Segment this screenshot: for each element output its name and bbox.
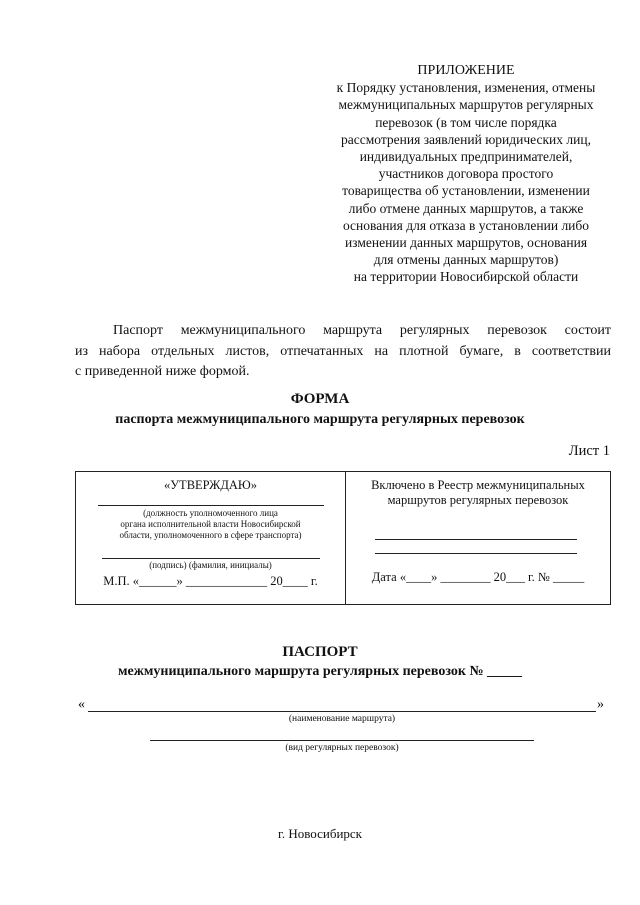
appendix-line: основания для отказа в установлении либо — [342, 217, 590, 233]
position-line — [98, 505, 324, 506]
registry-text — [346, 478, 610, 508]
registry-date-line: Дата «____» ________ 20___ г. № _____ — [371, 570, 585, 584]
quote-open: « — [78, 697, 85, 712]
form-subheading: паспорта межмуниципального маршрута регулярных перевозок — [115, 412, 525, 427]
route-name-line — [88, 711, 596, 712]
registry-blank-line — [375, 553, 577, 554]
appendix-line: для отмены данных маршрутов) — [373, 252, 559, 268]
intro-line: с приведенной ниже формой. — [75, 364, 250, 379]
appendix-header — [318, 62, 614, 286]
appendix-line: к Порядку установления, изменения, отмены — [336, 80, 596, 96]
appendix-title: ПРИЛОЖЕНИЕ — [417, 63, 515, 78]
signature-line — [102, 558, 320, 559]
position-caption-line: органа исполнительной власти Новосибирской — [120, 519, 301, 529]
appendix-line: либо отмене данных маршрутов, а также — [348, 200, 584, 216]
appendix-line: товарищества об установлении, изменении — [342, 183, 590, 199]
intro-paragraph — [75, 321, 611, 383]
approve-label: «УТВЕРЖДАЮ» — [163, 478, 258, 492]
registry-line: маршрутов регулярных перевозок — [387, 493, 569, 507]
sheet-label: Лист 1 — [568, 443, 610, 459]
registry-blank-line — [375, 539, 577, 540]
approval-box — [75, 471, 611, 605]
position-caption-line: (должность уполномоченного лица — [143, 508, 278, 518]
appendix-line: рассмотрения заявлений юридических лиц, — [341, 131, 591, 147]
position-caption-line: области, уполномоченного в сфере транспорта) — [119, 530, 302, 540]
transport-kind-caption: (вид регулярных перевозок) — [285, 743, 399, 753]
passport-subtitle: межмуниципального маршрута регулярных перевозок № _____ — [117, 664, 523, 679]
route-name-caption: (наименование маршрута) — [288, 714, 396, 724]
passport-title: ПАСПОРТ — [282, 644, 358, 660]
appendix-line: индивидуальных предпринимателей, — [359, 149, 573, 165]
quote-close: » — [597, 697, 604, 712]
signature-caption: (подпись) (фамилия, инициалы) — [149, 560, 272, 570]
appendix-line: участников договора простого — [378, 166, 554, 182]
intro-line: Паспорт межмуниципального маршрута регулярных перевозок состоит — [113, 323, 611, 338]
appendix-line: на территории Новосибирской области — [353, 269, 579, 285]
city-label: г. Новосибирск — [277, 826, 362, 841]
stamp-date-line: М.П. «______» _____________ 20____ г. — [103, 574, 318, 588]
appendix-line: межмуниципальных маршрутов регулярных — [338, 97, 594, 113]
appendix-line: изменении данных маршрутов, основания — [344, 235, 588, 251]
form-heading: ФОРМА — [290, 391, 350, 407]
intro-line: из набора отдельных листов, отпечатанных на плотной бумаге, в соответствии — [75, 343, 611, 359]
transport-kind-line — [150, 740, 534, 741]
appendix-line: перевозок (в том числе порядка — [375, 114, 557, 130]
registry-line: Включено в Реестр межмуниципальных — [371, 478, 585, 492]
position-caption — [76, 508, 345, 541]
